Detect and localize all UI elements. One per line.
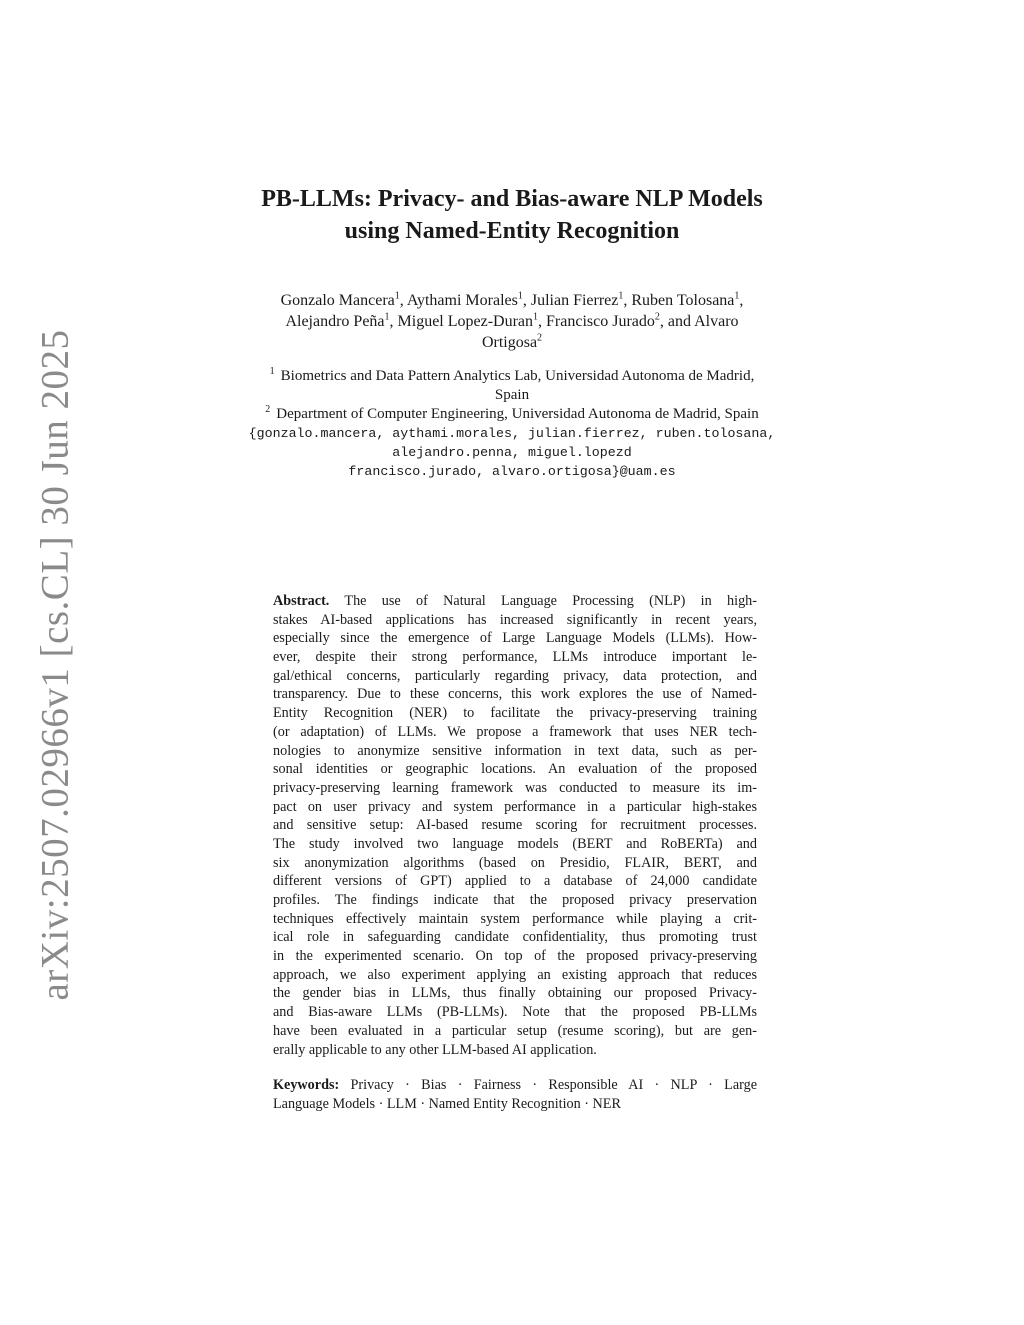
paper-title — [0, 183, 1024, 247]
author-name: Aythami Morales — [406, 292, 518, 309]
affiliation-text: Biometrics and Data Pattern Analytics Lab, Universidad Autonoma de Madrid, — [280, 368, 755, 384]
abstract-line: especially since the emergence of Large Language Models (LLMs). How- — [273, 630, 757, 647]
abstract-label: Abstract. — [273, 593, 330, 609]
author-affiliation-mark: 1 — [384, 311, 390, 323]
author-separator: , and Alvaro — [659, 313, 739, 330]
abstract-line: ever, despite their strong performance, LLMs introduce important le- — [273, 649, 757, 666]
author-separator: , — [522, 292, 531, 309]
keywords-text: Privacy · Bias · Fairness · Responsible AI · NLP · Large — [339, 1077, 757, 1093]
abstract — [273, 592, 757, 1059]
keywords-line — [273, 1076, 757, 1095]
arxiv-identifier-stamp: arXiv:2507.02966v1 [cs.CL] 30 Jun 2025 — [33, 329, 77, 1001]
affiliation-number: 1 — [269, 366, 275, 377]
author-affiliation-mark: 1 — [533, 311, 539, 323]
author-name: Gonzalo Mancera — [280, 292, 395, 309]
affiliation-text: Department of Computer Engineering, Universidad Autonoma de Madrid, Spain — [276, 406, 759, 422]
affiliation-1 — [230, 367, 794, 386]
title-line-2: using Named-Entity Recognition — [344, 218, 680, 244]
abstract-line: sonal identities or geographic locations. An evaluation of the proposed — [273, 761, 757, 778]
affiliation-number: 2 — [265, 404, 271, 415]
abstract-text: The use of Natural Language Processing (NLP) in high- — [329, 593, 757, 609]
abstract-line: profiles. The findings indicate that the proposed privacy preservation — [273, 892, 757, 908]
author-affiliation-mark: 1 — [394, 290, 400, 302]
abstract-line: nologies to anonymize sensitive information in text data, such as per- — [273, 742, 757, 759]
abstract-line: gal/ethical concerns, particularly regarding privacy, data protection, and — [273, 667, 757, 684]
keywords-line: Language Models · LLM · Named Entity Recognition · NER — [273, 1096, 621, 1112]
abstract-line: in the experimented scenario. On top of the proposed privacy-preserving — [273, 948, 757, 965]
abstract-line: The study involved two language models (BERT and RoBERTa) and — [273, 835, 757, 852]
affiliation-2 — [230, 405, 794, 424]
author-line-2 — [200, 311, 824, 332]
author-affiliation-mark: 2 — [537, 332, 543, 344]
author-separator: , — [399, 292, 407, 309]
abstract-line: (or adaptation) of LLMs. We propose a framework that uses NER tech- — [273, 723, 757, 740]
affiliations — [230, 367, 794, 424]
abstract-line: Entity Recognition (NER) to facilitate the privacy-preserving training — [273, 705, 757, 722]
abstract-line: different versions of GPT) applied to a database of 24,000 candidate — [273, 873, 757, 890]
author-name: Julian Fierrez — [530, 292, 619, 309]
author-separator: , — [739, 292, 744, 309]
abstract-line: pact on user privacy and system performance in a particular high-stakes — [273, 798, 757, 815]
author-separator: , — [389, 313, 398, 330]
abstract-line — [273, 592, 757, 611]
author-list — [200, 290, 824, 353]
abstract-line: and sensitive setup: AI-based resume scoring for recruitment processes. — [273, 817, 757, 834]
abstract-line: ical role in safeguarding candidate confidentiality, thus promoting trust — [273, 929, 757, 946]
author-affiliation-mark: 2 — [654, 311, 660, 323]
abstract-line: transparency. Due to these concerns, this work explores the use of Named- — [273, 686, 757, 703]
title-line-1: PB-LLMs: Privacy- and Bias-aware NLP Models — [261, 186, 763, 212]
author-affiliation-mark: 1 — [734, 290, 740, 302]
author-name: Ruben Tolosana — [631, 292, 735, 309]
abstract-line: stakes AI-based applications has increased significantly in recent years, — [273, 611, 757, 628]
abstract-line: privacy-preserving learning framework was conducted to measure its im- — [273, 779, 757, 796]
author-name: Alejandro Peña — [285, 313, 385, 330]
author-line-3 — [200, 332, 824, 353]
abstract-line: have been evaluated in a particular setup (resume scoring), but are gen- — [273, 1022, 757, 1039]
affiliation-1-continuation: Spain — [494, 387, 530, 403]
author-affiliation-mark: 1 — [517, 290, 523, 302]
author-affiliation-mark: 1 — [618, 290, 624, 302]
author-name: Miguel Lopez-Duran — [397, 313, 534, 330]
abstract-line: techniques effectively maintain system performance while playing a crit- — [273, 910, 757, 927]
author-emails — [200, 424, 824, 481]
author-line-1 — [200, 290, 824, 311]
abstract-line: the gender bias in LLMs, thus finally obtaining our proposed Privacy- — [273, 985, 757, 1002]
abstract-line: approach, we also experiment applying an existing approach that reduces — [273, 966, 757, 983]
keywords — [273, 1076, 757, 1114]
author-name: Ortigosa — [481, 334, 538, 351]
abstract-line: six anonymization algorithms (based on Presidio, FLAIR, BERT, and — [273, 854, 757, 871]
author-separator: , — [623, 292, 632, 309]
email-line: {gonzalo.mancera, aythami.morales, julian.fierrez, ruben.tolosana, — [248, 426, 776, 441]
author-name: Francisco Jurado — [546, 313, 655, 330]
email-line: alejandro.penna, miguel.lopezd — [392, 445, 632, 460]
author-separator: , — [538, 313, 547, 330]
abstract-line: and Bias-aware LLMs (PB-LLMs). Note that the proposed PB-LLMs — [273, 1004, 757, 1021]
keywords-label: Keywords: — [273, 1077, 340, 1093]
email-line: francisco.jurado, alvaro.ortigosa}@uam.es — [348, 464, 676, 479]
abstract-line: erally applicable to any other LLM-based AI application. — [273, 1041, 597, 1058]
